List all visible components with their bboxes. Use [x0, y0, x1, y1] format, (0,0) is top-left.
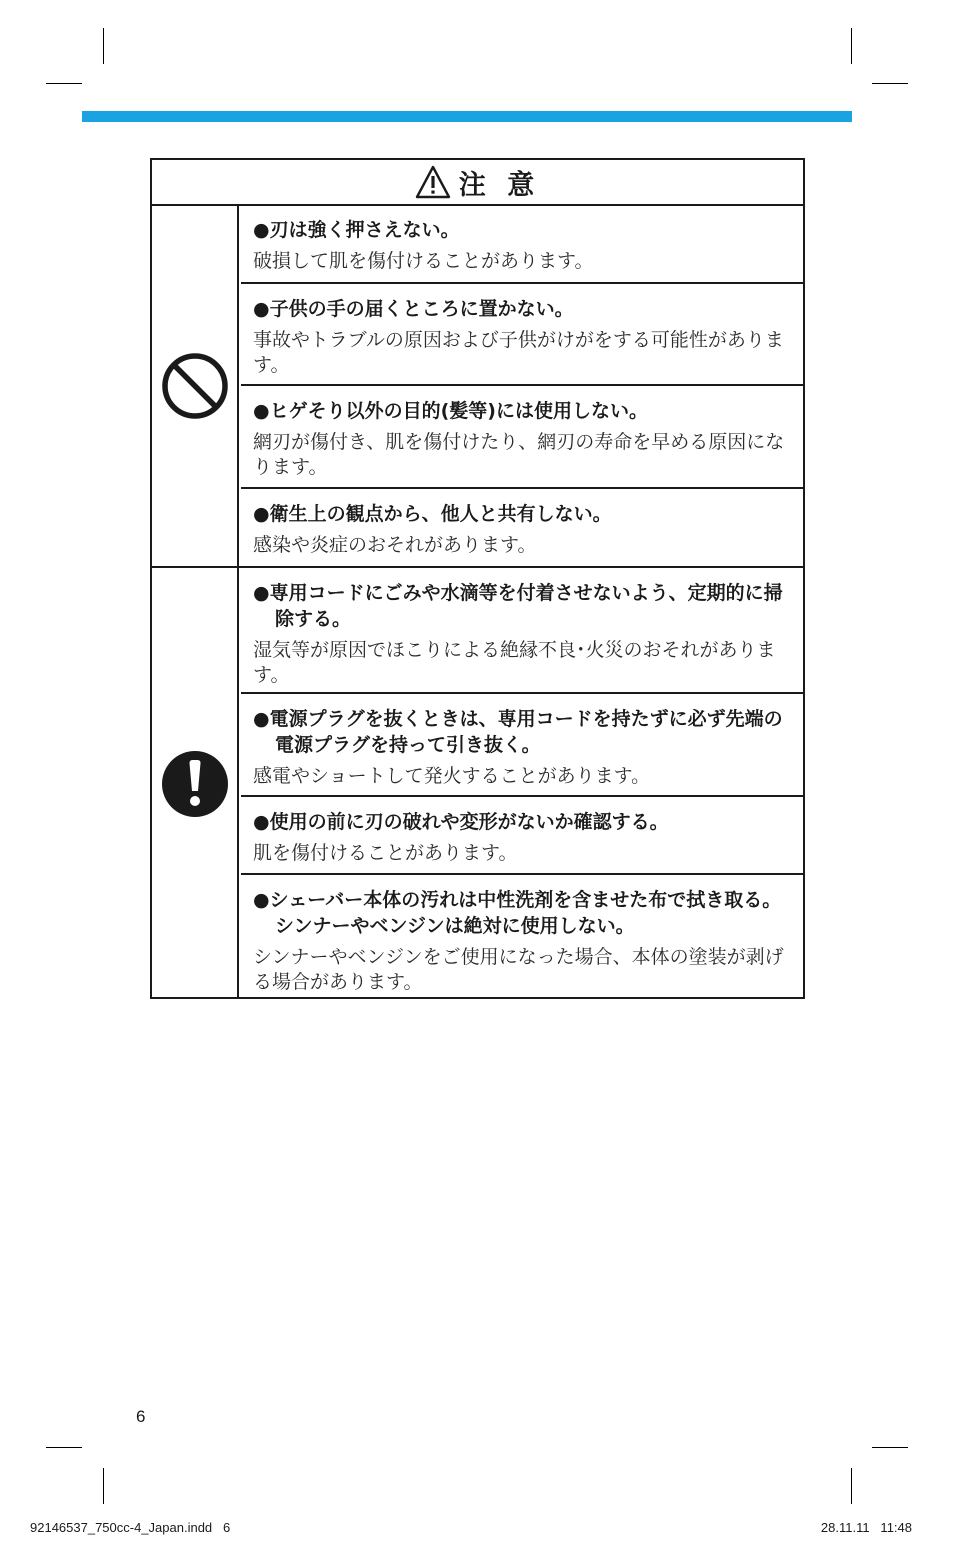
crop-mark — [851, 28, 852, 64]
caution-item — [241, 568, 803, 692]
warning-triangle-icon — [415, 165, 451, 199]
file-timestamp: 28.11.11 11:48 — [820, 1520, 912, 1535]
crop-mark — [851, 1468, 852, 1504]
item-description: 破損して肌を傷付けることがあります。 — [253, 250, 594, 272]
item-description: 網刃が傷付き、肌を傷付けたり、網刃の寿命を早める原因になります。 — [253, 431, 785, 478]
caution-item — [241, 694, 803, 795]
crop-mark — [872, 1447, 908, 1448]
item-description: 感電やショートして発火することがあります。 — [253, 765, 651, 787]
caution-item — [241, 797, 803, 873]
item-heading: ●使用の前に刃の破れや変形がないか確認する。 — [253, 811, 669, 833]
file-info: 92146537_750cc-4_Japan.indd 6 — [30, 1520, 231, 1535]
item-heading: ●ヒゲそり以外の目的(髪等)には使用しない。 — [253, 400, 648, 422]
accent-bar — [82, 111, 852, 122]
item-description: 感染や炎症のおそれがあります。 — [253, 534, 537, 556]
item-heading: ●電源プラグを抜くときは、専用コードを持たずに必ず先端の電源プラグを持って引き抜く。 — [253, 708, 783, 756]
page-number: 6 — [136, 1407, 146, 1426]
item-description: 事故やトラブルの原因および子供がけがをする可能性があります。 — [253, 329, 784, 376]
item-heading: ●子供の手の届くところに置かない。 — [253, 298, 574, 320]
mandatory-icon-cell — [152, 568, 239, 999]
crop-mark — [872, 83, 908, 84]
caution-item — [241, 386, 803, 487]
prohibition-icon — [160, 351, 230, 421]
item-description: シンナーやベンジンをご使用になった場合、本体の塗装が剥げる場合があります。 — [253, 946, 784, 993]
caution-item — [241, 205, 803, 282]
crop-mark — [103, 28, 104, 64]
item-heading: ●刃は強く押さえない。 — [253, 219, 460, 241]
caution-title: 注 意 — [458, 169, 541, 201]
item-heading: ●衛生上の観点から、他人と共有しない。 — [253, 503, 612, 525]
item-heading: ●専用コードにごみや水滴等を付着させないよう、定期的に掃除する。 — [253, 582, 783, 630]
caution-table — [150, 158, 805, 999]
item-description: 肌を傷付けることがあります。 — [253, 842, 518, 864]
caution-item — [241, 284, 803, 384]
crop-mark — [46, 1447, 82, 1448]
item-description: 湿気等が原因でほこりによる絶縁不良･火災のおそれがあります。 — [253, 639, 776, 686]
prohibition-icon-cell — [152, 205, 239, 566]
item-heading: ●シェーバー本体の汚れは中性洗剤を含ませた布で拭き取る。シンナーやベンジンは絶対に使用しない。 — [253, 889, 782, 937]
caution-item — [241, 875, 803, 999]
caution-header — [152, 160, 803, 206]
crop-mark — [103, 1468, 104, 1504]
caution-item — [241, 489, 803, 566]
mandatory-exclamation-icon — [160, 749, 230, 819]
crop-mark — [46, 83, 82, 84]
